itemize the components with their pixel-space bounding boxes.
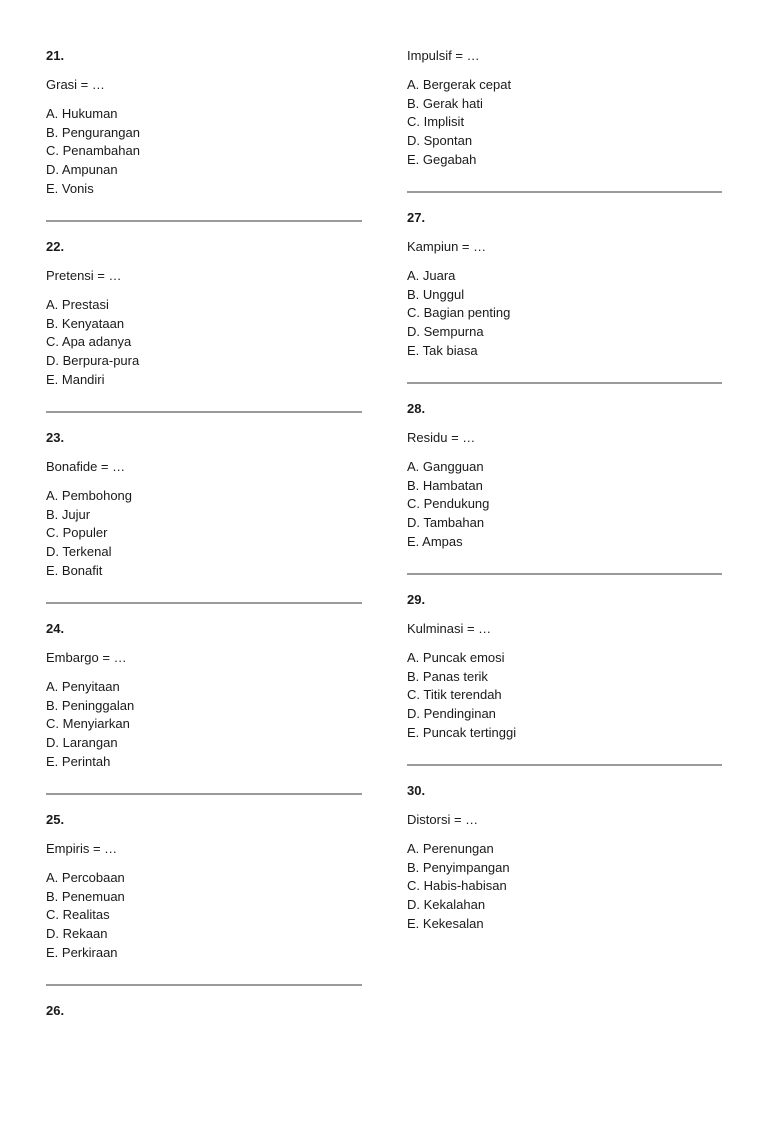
question-stem: Bonafide = … [46, 459, 126, 474]
question-number: 29. [407, 592, 426, 607]
option-c: C. Habis-habisan [407, 878, 507, 894]
option-b: B. Hambatan [407, 477, 483, 493]
option-a: A. Pembohong [46, 488, 133, 503]
option-b: B. Peninggalan [46, 697, 135, 713]
options-list [407, 650, 516, 743]
options-list [46, 297, 139, 390]
option-d: D. Kekalahan [407, 897, 486, 913]
question-21 [46, 0, 362, 196]
option-b: B. Unggul [407, 286, 465, 302]
question-30 [407, 735, 722, 931]
right-column [407, 0, 722, 931]
option-e: E. Ampas [407, 533, 463, 549]
option-c: C. Menyiarkan [46, 716, 130, 732]
option-d: D. Terkenal [46, 544, 112, 560]
option-b: B. Penyimpangan [407, 859, 510, 875]
question-number: 23. [46, 430, 65, 445]
option-d: D. Pendinginan [407, 706, 496, 722]
question-26-continued [407, 0, 722, 167]
question-stem: Pretensi = … [46, 268, 122, 283]
option-d: D. Rekaan [46, 926, 108, 942]
option-c: C. Bagian penting [407, 305, 511, 321]
question-stem: Impulsif = … [407, 48, 480, 63]
question-24 [46, 573, 362, 769]
option-e: E. Bonafit [46, 562, 103, 578]
option-e: E. Perkiraan [46, 944, 118, 960]
question-stem: Distorsi = … [407, 812, 479, 827]
question-number: 24. [46, 621, 65, 636]
left-column [46, 0, 362, 1146]
question-26 [46, 955, 362, 1146]
options-list [46, 488, 132, 581]
option-a: A. Bergerak cepat [407, 77, 512, 92]
options-list [407, 77, 511, 170]
question-stem: Grasi = … [46, 77, 105, 92]
option-c: C. Pendukung [407, 496, 490, 512]
options-list [46, 870, 125, 963]
option-b: B. Jujur [46, 506, 91, 522]
option-b: B. Pengurangan [46, 124, 140, 140]
option-a: A. Juara [407, 268, 456, 283]
option-d: D. Tambahan [407, 515, 485, 531]
question-number: 27. [407, 210, 426, 225]
option-a: A. Puncak emosi [407, 650, 505, 665]
option-c: C. Implisit [407, 114, 465, 130]
options-list [46, 679, 134, 772]
options-list [407, 459, 489, 552]
option-d: D. Sempurna [407, 324, 484, 340]
option-b: B. Panas terik [407, 668, 488, 684]
option-c: C. Populer [46, 525, 108, 541]
question-25 [46, 764, 362, 960]
option-e: E. Mandiri [46, 371, 105, 387]
option-e: E. Puncak tertinggi [407, 724, 517, 740]
option-b: B. Kenyataan [46, 315, 125, 331]
options-list [46, 106, 140, 199]
question-stem: Kulminasi = … [407, 621, 492, 636]
option-b: B. Penemuan [46, 888, 125, 904]
question-number: 26. [46, 1003, 65, 1018]
option-e: E. Perintah [46, 753, 111, 769]
options-list [407, 841, 510, 934]
question-27 [407, 162, 722, 358]
option-a: A. Hukuman [46, 106, 118, 121]
option-a: A. Percobaan [46, 870, 125, 885]
question-28 [407, 353, 722, 549]
option-a: A. Perenungan [407, 841, 494, 856]
option-e: E. Tak biasa [407, 342, 478, 358]
question-number: 30. [407, 783, 426, 798]
option-d: D. Larangan [46, 735, 118, 751]
question-stem: Kampiun = … [407, 239, 487, 254]
question-22 [46, 191, 362, 387]
question-number: 25. [46, 812, 65, 827]
option-b: B. Gerak hati [407, 95, 483, 111]
question-number: 22. [46, 239, 65, 254]
question-number: 21. [46, 48, 65, 63]
option-c: C. Penambahan [46, 143, 140, 159]
option-e: E. Vonis [46, 180, 94, 196]
options-list [407, 268, 510, 361]
option-c: C. Titik terendah [407, 687, 502, 703]
question-29 [407, 544, 722, 740]
question-stem: Empiris = … [46, 841, 118, 856]
option-c: C. Realitas [46, 907, 110, 923]
option-d: D. Berpura-pura [46, 353, 140, 369]
question-23 [46, 382, 362, 578]
question-number: 28. [407, 401, 426, 416]
question-stem: Embargo = … [46, 650, 127, 665]
option-e: E. Gegabah [407, 151, 477, 167]
option-c: C. Apa adanya [46, 334, 132, 350]
option-e: E. Kekesalan [407, 915, 484, 931]
option-a: A. Prestasi [46, 297, 109, 312]
option-a: A. Penyitaan [46, 679, 120, 694]
question-stem: Residu = … [407, 430, 476, 445]
option-d: D. Ampunan [46, 162, 118, 178]
option-d: D. Spontan [407, 133, 473, 149]
option-a: A. Gangguan [407, 459, 484, 474]
